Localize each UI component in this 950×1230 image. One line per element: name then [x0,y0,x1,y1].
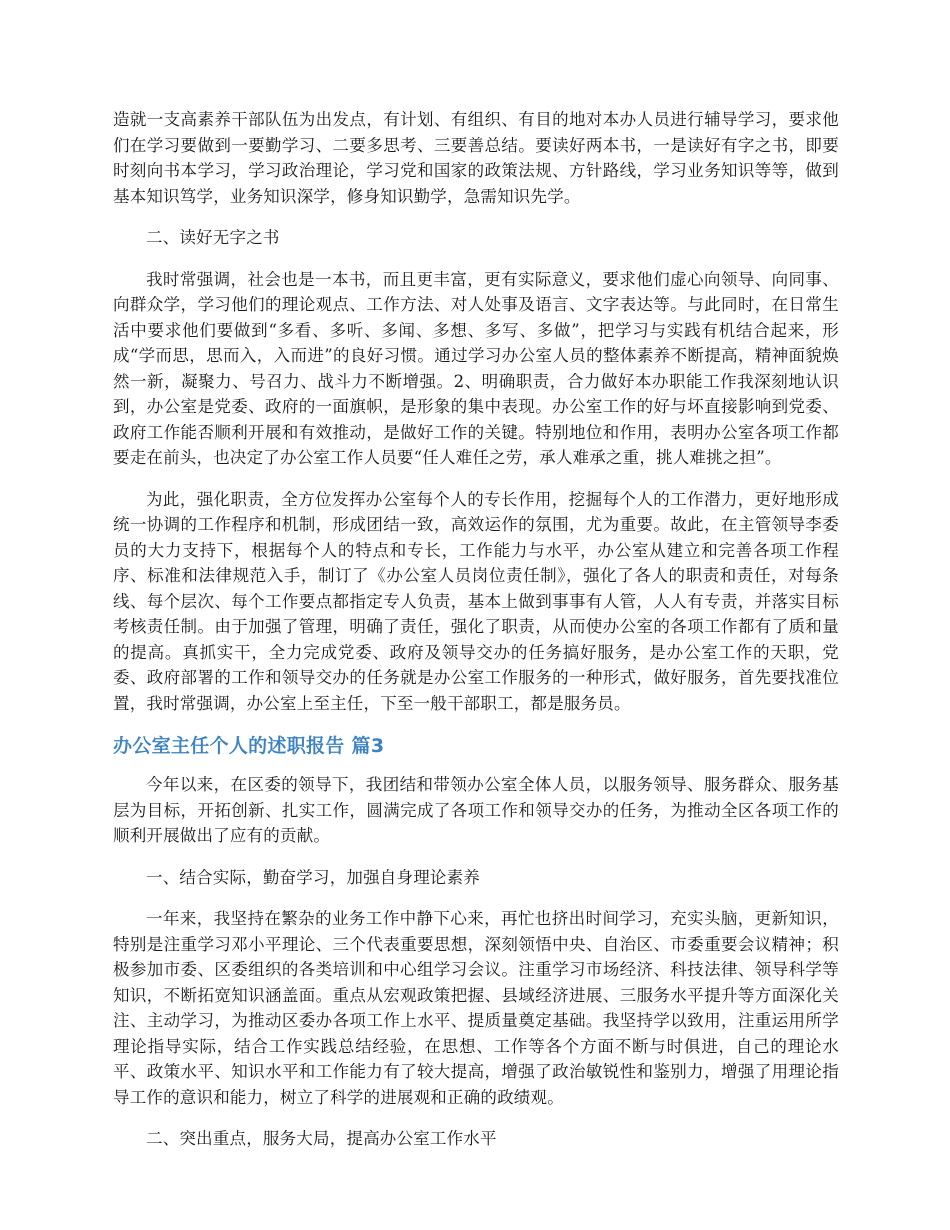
article-title-report-3: 办公室主任个人的述职报告 篇3 [113,735,385,757]
section-heading-focus-service: 二、突出重点，服务大局，提高办公室工作水平 [146,1129,497,1148]
paragraph-study-details: 一年来，我坚持在繁杂的业务工作中静下心来，再忙也挤出时间学习，充实头脑，更新知识，特别是注重学习邓小平理论、三个代表重要思想，深刻领悟中央、自治区、市委重要会议精神；积极参加市委、区委组织的各类培训和中心组学习会议。注重学习市场经济、科技法律、领导科学等知识，不断拓宽知识涵盖面。重点从宏观政策把握、县域经济进展、三服务水平提升等方面深化关注、主动学习，为推动区委办各项工作上水平、提质量奠定基础。我坚持学以致用，注重运用所学理论指导实际，结合工作实践总结经验，在思想、工作等各个方面不断与时俱进，自己的理论水平、政策水平、知识水平和工作能力有了较大提高，增强了政治敏锐性和鉴别力，增强了用理论指导工作的意识和能力，树立了科学的进展观和正确的政绩观。 [113,909,839,1107]
section-heading-read-unwritten-book: 二、读好无字之书 [146,228,280,247]
section-heading-study-theory: 一、结合实际，勤奋学习，加强自身理论素养 [146,867,480,887]
paragraph-this-year-summary: 今年以来，在区委的领导下，我团结和带领办公室全体人员，以服务领导、服务群众、服务基层为目标，开拓创新、扎实工作，圆满完成了各项工作和领导交办的任务，为推动全区各项工作的顺利开展做出了应有的贡献。 [113,775,839,845]
paragraph-strengthen-duties: 为此，强化职责，全方位发挥办公室每个人的专长作用，挖掘每个人的工作潜力，更好地形成统一协调的工作程序和机制，形成团结一致，高效运作的氛围，尤为重要。故此，在主管领导李委员的大力支持下，根据每个人的特点和专长，工作能力与水平，办公室从建立和完善各项工作程序、标准和法律规范入手，制订了《办公室人员岗位责任制》，强化了各人的职责和责任，对每条线、每个层次、每个工作要点都指定专人负责，基本上做到事事有人管，人人有专责，并落实目标考核责任制。由于加强了管理，明确了责任，强化了职责，从而使办公室的各项工作都有了质和量的提高。真抓实干，全力完成党委、政府及领导交办的任务搞好服务，是办公室工作的天职，党委、政府部署的工作和领导交办的任务就是办公室工作服务的一种形式，做好服务，首先要找准位置，我时常强调，办公室上至主任，下至一般干部职工，都是服务员。 [113,489,839,713]
paragraph-society-is-a-book: 我时常强调，社会也是一本书，而且更丰富，更有实际意义，要求他们虚心向领导、向同事、向群众学，学习他们的理论观点、工作方法、对人处事及语言、文字表达等。与此同时，在日常生活中要求他们要做到“多看、多听、多闻、多想、多写、多做”，把学习与实践有机结合起来，形成“学而思，思而入，入而进”的良好习惯。通过学习办公室人员的整体素养不断提高，精神面貌焕然一新，凝聚力、号召力、战斗力不断增强。2、明确职责，合力做好本办职能工作我深刻地认识到，办公室是党委、政府的一面旗帜，是形象的集中表现。办公室工作的好与坏直接影响到党委、政府工作能否顺利开展和有效推动，是做好工作的关键。特别地位和作用，表明办公室各项工作都要走在前头，也决定了办公室工作人员要“任人难任之劳，承人难承之重，挑人难挑之担”。 [113,269,839,467]
paragraph-intro-continued: 造就一支高素养干部队伍为出发点，有计划、有组织、有目的地对本办人员进行辅导学习，要求他们在学习要做到一要勤学习、二要多思考、三要善总结。要读好两本书，一是读好有字之书，即要时刻向书本学习，学习政治理论，学习党和国家的政策法规、方针路线，学习业务知识等等，做到基本知识笃学，业务知识深学，修身知识勤学，急需知识先学。 [113,110,839,206]
document-page [113,107,839,1168]
